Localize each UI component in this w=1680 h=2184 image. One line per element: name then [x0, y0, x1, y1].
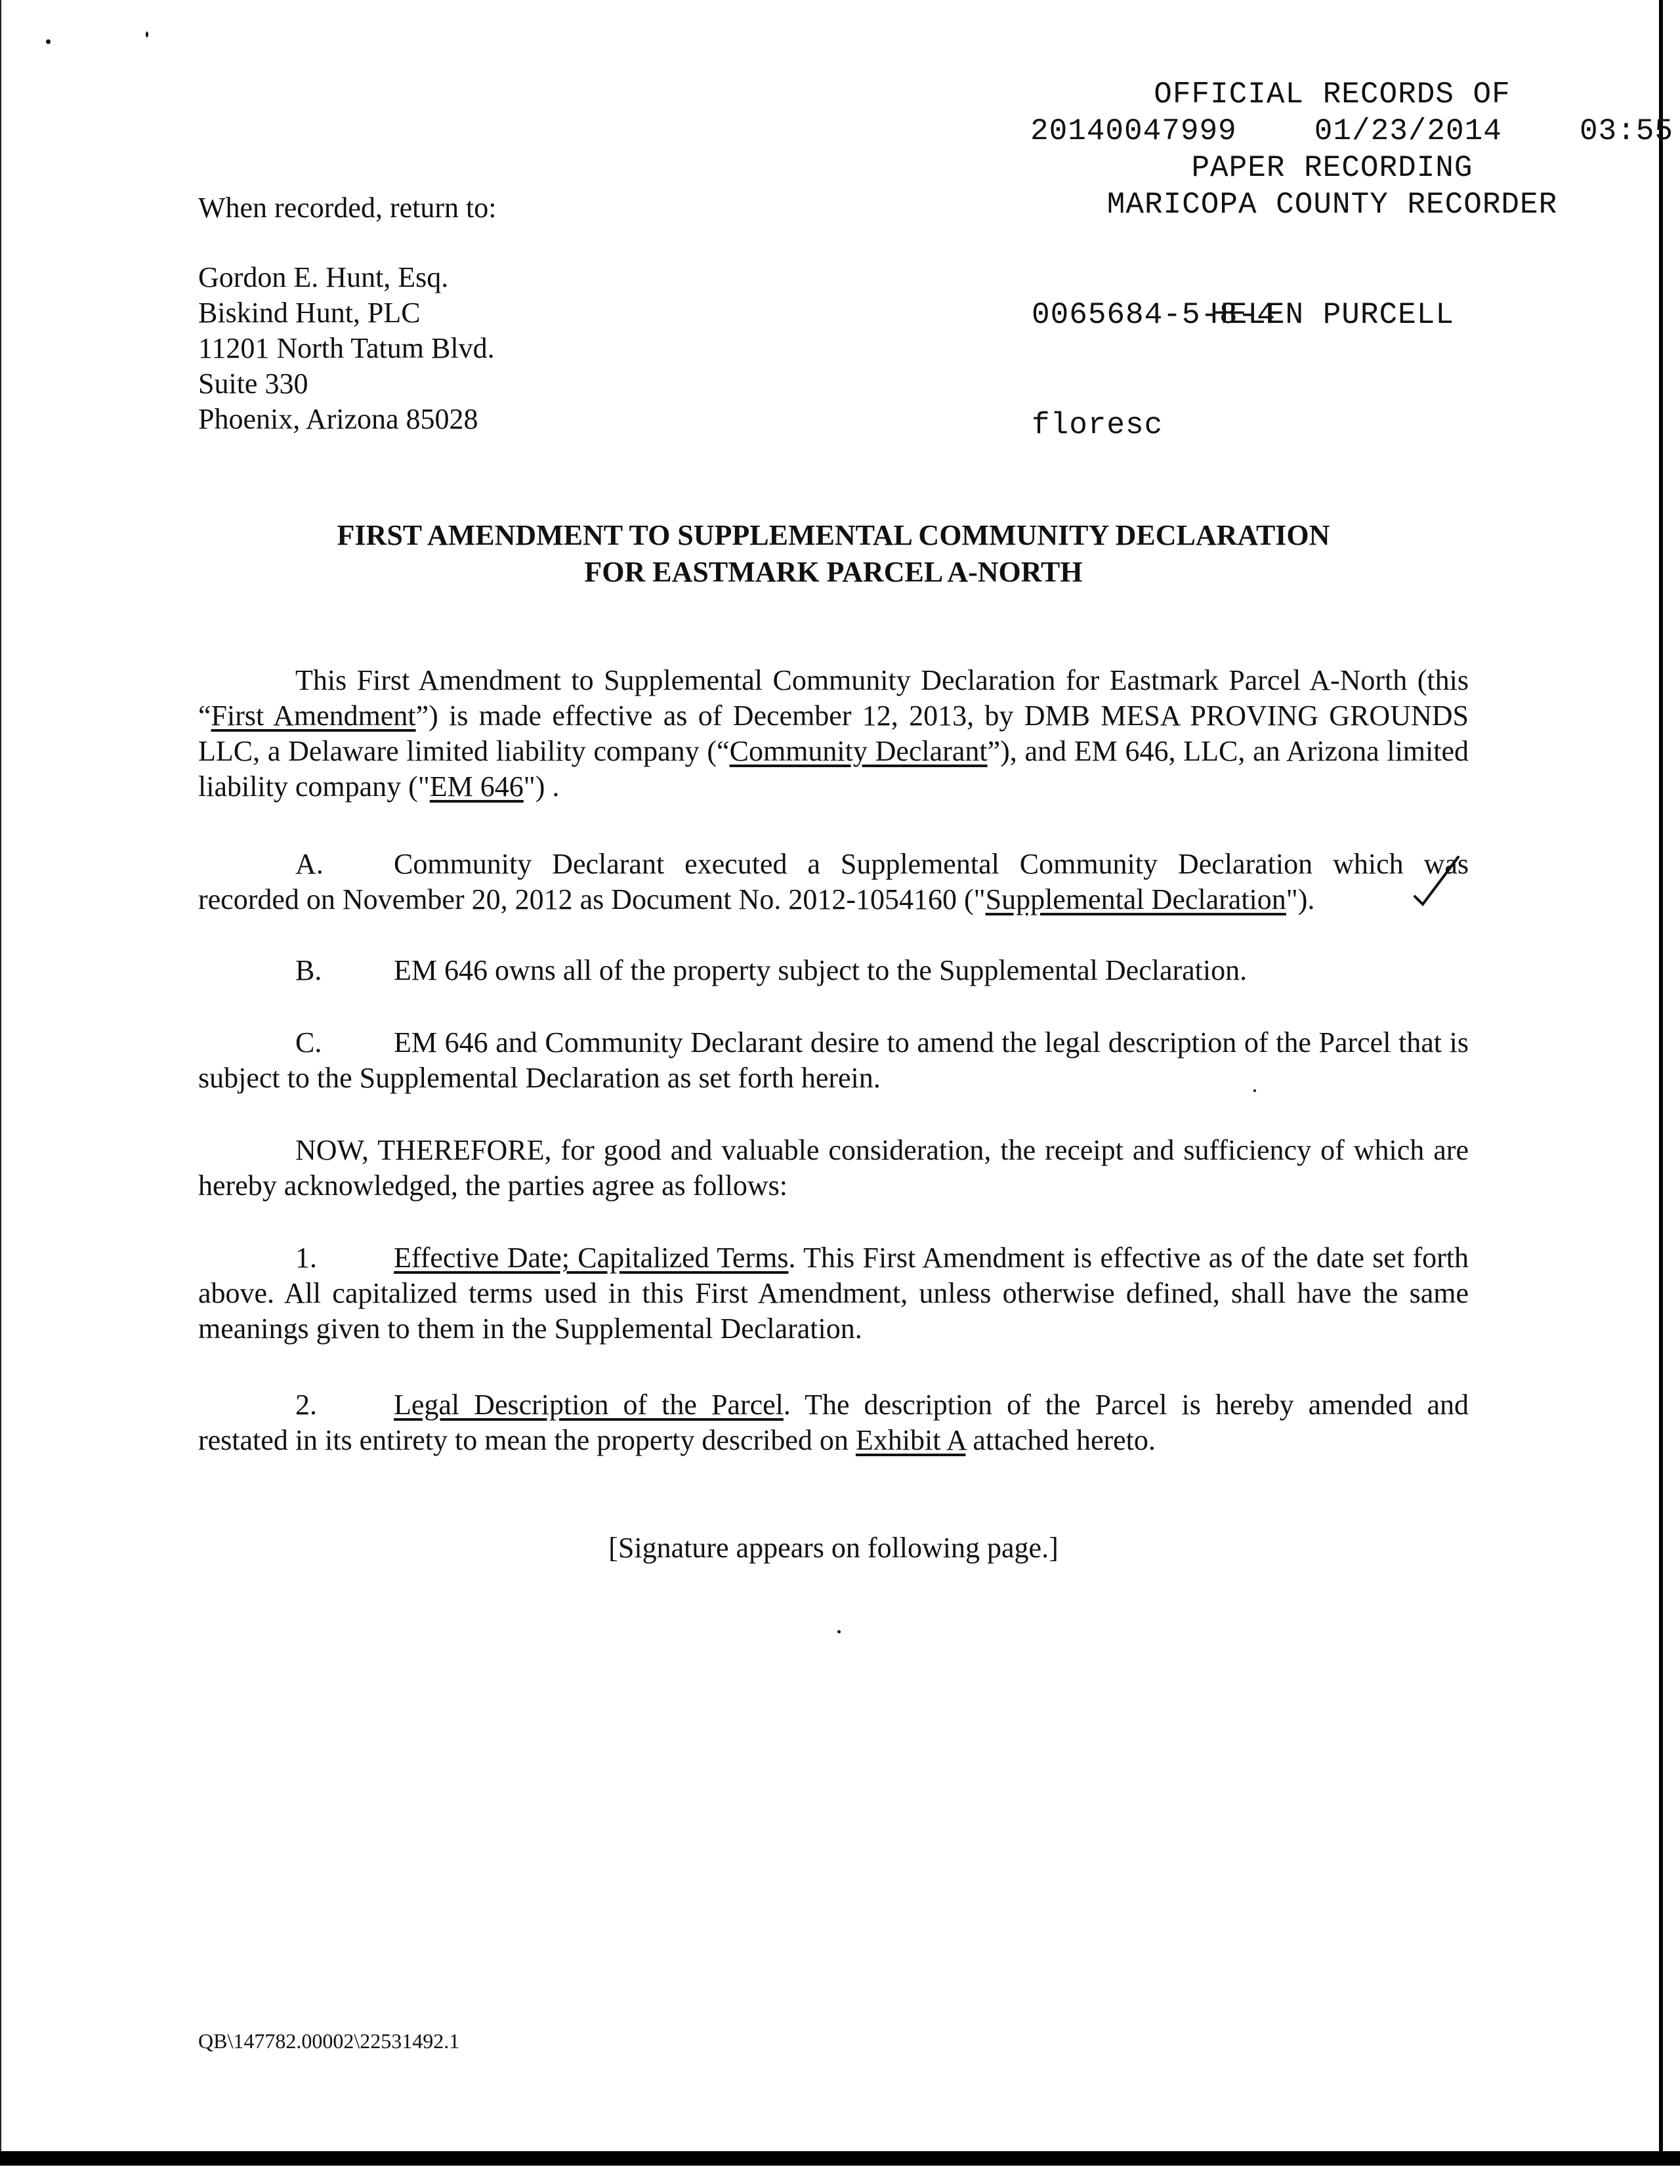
signature-note: [Signature appears on following page.]: [608, 1532, 1059, 1564]
recital-label: B.: [295, 954, 322, 986]
document-reference-number: QB\147782.00002\22531492.1: [198, 2029, 460, 2053]
return-address-line: 11201 North Tatum Blvd.: [198, 332, 495, 364]
scan-speck: [46, 39, 51, 44]
section-heading: Legal Description of the Parcel: [394, 1389, 784, 1421]
now-therefore-paragraph: [198, 1133, 1469, 1204]
exhibit-reference: Exhibit A: [855, 1424, 966, 1456]
title-line-1: FIRST AMENDMENT TO SUPPLEMENTAL COMMUNITY DECLARATION: [337, 519, 1330, 551]
stamp-clerk: floresc: [1032, 408, 1164, 442]
recital-text: EM 646 and Community Declarant desire to amend the legal description of the Parcel that is subject to the Supplemental Declaration as set forth herein.: [198, 1026, 1469, 1094]
recital-text: EM 646 owns all of the property subject to the Supplemental Declaration.: [394, 954, 1248, 986]
section-number: 2.: [295, 1389, 317, 1421]
return-address-line: Phoenix, Arizona 85028: [198, 403, 478, 435]
section-heading: Effective Date; Capitalized Terms: [394, 1242, 789, 1274]
section-text: . This First Amendment is effective as of the date set forth above. All capitalized terms used in this First Amendment, unless otherwise defined, shall have the same meanings given to them in the Supplemental Declaration.: [198, 1242, 1469, 1345]
stamp-line-county-recorder: MARICOPA COUNTY RECORDER: [1106, 188, 1558, 222]
recital-label: C.: [295, 1026, 322, 1059]
defined-term-first-amendment: First Amendment: [211, 700, 416, 732]
now-therefore-text: NOW, THEREFORE, for good and valuable consideration, the receipt and sufficiency of which are hereby acknowledged, the parties agree as follows:: [198, 1134, 1469, 1202]
return-to-label: When recorded, return to:: [198, 192, 497, 224]
scan-speck: [837, 1630, 841, 1633]
stamp-paper-recording: PAPER RECORDING: [1191, 151, 1473, 185]
defined-term-em-646: EM 646: [429, 770, 524, 803]
section-2: [198, 1387, 1469, 1458]
scan-left-edge: [0, 0, 1, 2159]
return-address-line: Gordon E. Hunt, Esq.: [198, 261, 449, 293]
section-1: [198, 1240, 1469, 1347]
scan-speck: [146, 32, 148, 37]
recorder-stamp: [0, 0, 37, 74]
stamp-line-recorder-name: HELEN PURCELL: [1210, 298, 1454, 332]
section-number: 1.: [295, 1242, 317, 1274]
section-text: attached hereto.: [965, 1424, 1156, 1456]
stamp-line-official-records: OFFICIAL RECORDS OF: [1154, 77, 1511, 112]
intro-text: ”), and EM 646, LLC, an Arizona limited liability company (": [198, 735, 1469, 803]
section-text: . The description of the Parcel is hereby amended and restated in its entirety to mean the property described on: [198, 1389, 1469, 1456]
recital-text: Community Declarant executed a Supplemental Community Declaration which was recorded on November 20, 2012 as Document No. 2012-1054160 (": [198, 848, 1469, 915]
stamp-record-number: 20140047999: [1030, 114, 1237, 148]
return-address-line: Suite 330: [198, 368, 308, 400]
recital-label: A.: [295, 848, 324, 880]
scan-right-edge: [1659, 0, 1663, 2159]
title-line-2: FOR EASTMARK PARCEL A-NORTH: [584, 556, 1083, 588]
return-address-line: Biskind Hunt, PLC: [198, 297, 421, 329]
stamp-record-date: 01/23/2014: [1314, 114, 1502, 148]
recital-text: ").: [1286, 883, 1315, 915]
handwritten-check-mark: [1411, 850, 1463, 910]
return-address: [198, 260, 496, 437]
intro-text: This First Amendment to Supplemental Community Declaration for Eastmark Parcel A-North (this “: [198, 664, 1469, 732]
intro-paragraph: [198, 663, 1469, 805]
recital-c: [198, 1025, 1469, 1096]
intro-text: ") .: [523, 770, 560, 803]
document-title: [197, 517, 1470, 591]
stamp-record-line: [1030, 113, 1673, 150]
recital-b: [198, 953, 1469, 988]
stamp-record-time: 03:55: [1579, 114, 1673, 148]
stamp-ids: [1032, 223, 1276, 517]
defined-term-community-declarant: Community Declarant: [729, 735, 988, 767]
return-address-block: [198, 190, 496, 437]
defined-term-supplemental-declaration: Supplemental Declaration: [985, 883, 1286, 915]
stamp-document-id: 0065684-5-8-4: [1032, 298, 1276, 332]
intro-text: ”) is made effective as of December 12, 2013, by DMB MESA PROVING GROUNDS LLC, a Delaware limited liability company (“: [198, 700, 1469, 767]
scan-bottom-edge: [0, 2151, 1680, 2166]
recital-a: [198, 847, 1469, 917]
